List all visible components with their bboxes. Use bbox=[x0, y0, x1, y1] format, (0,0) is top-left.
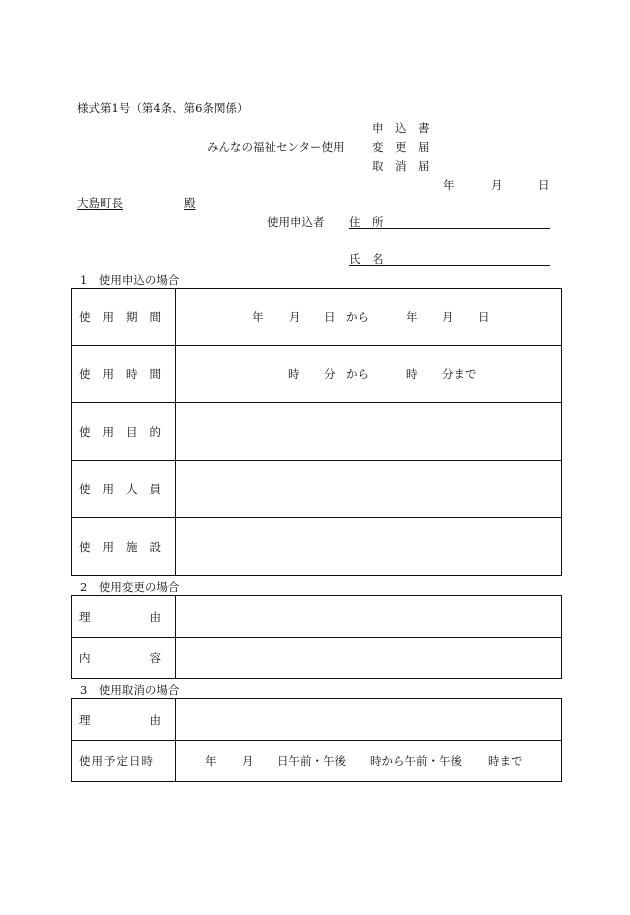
row-usage-headcount bbox=[72, 461, 562, 518]
sched-from-ampm: 時から午前・午後 bbox=[370, 754, 462, 768]
value-usage-period[interactable] bbox=[176, 289, 562, 346]
label-usage-period: 使 用 期 間 bbox=[72, 289, 176, 346]
period-from: から bbox=[346, 310, 369, 324]
row-change-content bbox=[72, 638, 562, 679]
period-end-year: 年 bbox=[406, 310, 418, 324]
period-end-month: 月 bbox=[442, 310, 454, 324]
value-scheduled-datetime[interactable] bbox=[176, 741, 562, 782]
label-usage-facility: 使 用 施 設 bbox=[72, 518, 176, 576]
date-year: 年 bbox=[443, 178, 455, 192]
date-day: 日 bbox=[538, 178, 550, 192]
time-end-until: 分まで bbox=[442, 367, 477, 381]
name-label: 氏 名 bbox=[349, 252, 384, 266]
title-option-application: 申 込 書 bbox=[372, 121, 430, 135]
section3-heading: 3 使用取消の場合 bbox=[80, 683, 180, 697]
time-start-hour: 時 bbox=[288, 367, 300, 381]
row-usage-purpose bbox=[72, 403, 562, 461]
label-change-content: 内 容 bbox=[72, 638, 176, 679]
value-change-content[interactable] bbox=[176, 638, 562, 679]
addressee-name: 大島町長 bbox=[77, 196, 123, 210]
label-change-reason: 理 由 bbox=[72, 596, 176, 638]
period-end-day: 日 bbox=[478, 310, 490, 324]
label-cancel-reason: 理 由 bbox=[72, 699, 176, 741]
row-scheduled-datetime bbox=[72, 741, 562, 782]
title-option-change: 変 更 届 bbox=[372, 140, 430, 154]
row-usage-time bbox=[72, 346, 562, 403]
time-start-minute: 分 bbox=[324, 367, 336, 381]
address-label: 住 所 bbox=[349, 215, 384, 229]
sched-day-ampm: 日午前・午後 bbox=[277, 754, 346, 768]
sched-until: 時まで bbox=[488, 754, 523, 768]
label-usage-headcount: 使 用 人 員 bbox=[72, 461, 176, 518]
section2-heading: 2 使用変更の場合 bbox=[80, 580, 180, 594]
applicant-label: 使用申込者 bbox=[267, 215, 325, 229]
form-number: 様式第1号（第4条、第6条関係） bbox=[77, 101, 249, 115]
time-from: から bbox=[346, 367, 369, 381]
row-cancel-reason bbox=[72, 699, 562, 741]
label-scheduled-datetime: 使用予定日時 bbox=[72, 741, 176, 782]
sched-month: 月 bbox=[242, 754, 254, 768]
value-usage-time[interactable] bbox=[176, 346, 562, 403]
label-usage-time: 使 用 時 間 bbox=[72, 346, 176, 403]
period-start-year: 年 bbox=[252, 310, 264, 324]
title-option-cancel: 取 消 届 bbox=[372, 159, 430, 173]
period-start-day: 日 bbox=[324, 310, 336, 324]
value-usage-facility[interactable] bbox=[176, 518, 562, 576]
address-line[interactable] bbox=[349, 228, 550, 229]
section3-table bbox=[71, 698, 562, 782]
time-end-hour: 時 bbox=[406, 367, 418, 381]
value-change-reason[interactable] bbox=[176, 596, 562, 638]
label-usage-purpose: 使 用 目 的 bbox=[72, 403, 176, 461]
form-title-prefix: みんなの福祉センター使用 bbox=[207, 140, 345, 154]
addressee bbox=[77, 195, 196, 211]
section2-table bbox=[71, 595, 562, 679]
value-usage-headcount[interactable] bbox=[176, 461, 562, 518]
section1-heading: 1 使用申込の場合 bbox=[80, 273, 180, 287]
date-month: 月 bbox=[491, 178, 503, 192]
period-start-month: 月 bbox=[289, 310, 301, 324]
row-usage-facility bbox=[72, 518, 562, 576]
row-usage-period bbox=[72, 289, 562, 346]
value-cancel-reason[interactable] bbox=[176, 699, 562, 741]
addressee-suffix: 殿 bbox=[184, 196, 196, 210]
name-line[interactable] bbox=[349, 265, 550, 266]
sched-year: 年 bbox=[205, 754, 217, 768]
row-change-reason bbox=[72, 596, 562, 638]
section1-table bbox=[71, 288, 562, 576]
value-usage-purpose[interactable] bbox=[176, 403, 562, 461]
